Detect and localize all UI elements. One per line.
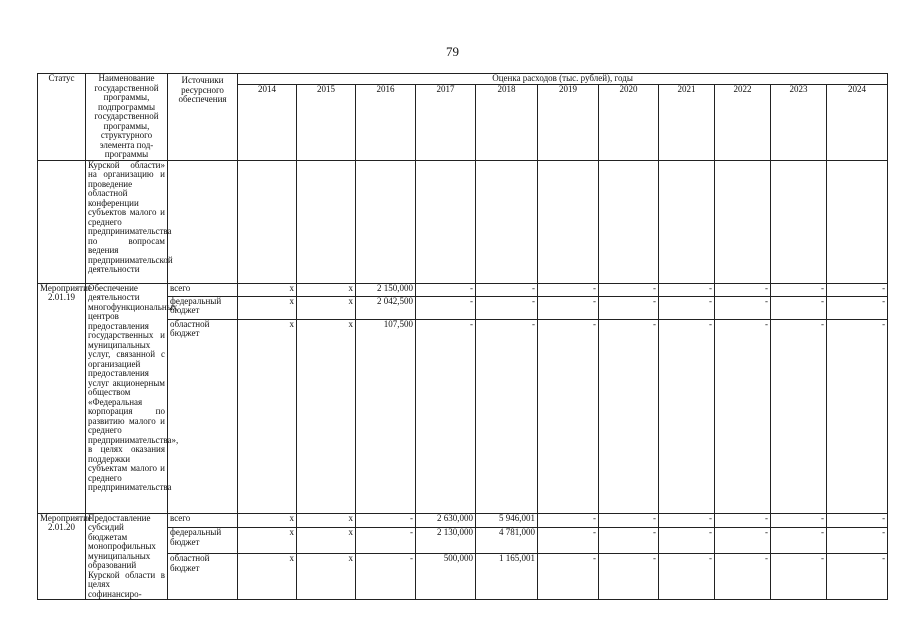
value-cell: - [827,513,888,528]
row-name: Обеспечение деятельности многофункциональных центров предоставления государственных и муниципальных услуг, связанной с организацией предоставления услуг акционерным обществом «Федеральная корпорация по развитию малого и среднего предпринимательства», в целях оказания поддержки субъектам малого и среднего предпринимательства [86,283,168,513]
value-cell: - [827,554,888,600]
empty-cell [238,160,297,283]
value-cell: - [771,283,827,296]
empty-cell [297,160,356,283]
value-cell: - [659,513,715,528]
value-cell: - [715,528,771,554]
header-year: 2018 [476,85,538,160]
value-cell: - [659,319,715,513]
value-cell: - [538,319,599,513]
header-year: 2024 [827,85,888,160]
value-cell: - [715,283,771,296]
page-number: 79 [446,44,459,59]
value-cell: - [659,296,715,319]
value-cell: x [297,513,356,528]
header-status: Статус [38,74,86,161]
value-cell: - [476,283,538,296]
value-cell: x [238,513,297,528]
continuation-row [38,160,888,283]
source-label: областной бюджет [168,554,238,600]
empty-cell [38,160,86,283]
value-cell: 4 781,000 [476,528,538,554]
empty-cell [599,160,659,283]
value-cell: 5 946,001 [476,513,538,528]
value-cell: - [538,296,599,319]
value-cell: - [715,554,771,600]
source-label: федеральный бюджет [168,528,238,554]
value-cell: 2 150,000 [356,283,416,296]
value-cell: x [297,554,356,600]
value-cell: - [715,319,771,513]
value-cell: - [476,319,538,513]
value-cell: x [238,319,297,513]
empty-cell [771,160,827,283]
value-cell: 2 130,000 [416,528,476,554]
value-cell: - [599,554,659,600]
empty-cell [538,160,599,283]
value-cell: 1 165,001 [476,554,538,600]
table-row [38,283,888,296]
table-row [38,513,888,528]
header-estimate: Оценка расходов (тыс. рублей), годы [238,74,888,85]
value-cell: x [297,528,356,554]
value-cell: - [827,283,888,296]
value-cell: x [297,283,356,296]
value-cell: - [416,319,476,513]
value-cell: - [771,554,827,600]
value-cell: - [827,296,888,319]
value-cell: - [715,513,771,528]
empty-cell [659,160,715,283]
value-cell: - [356,513,416,528]
value-cell: - [476,296,538,319]
value-cell: - [659,554,715,600]
value-cell: x [238,554,297,600]
value-cell: - [416,296,476,319]
value-cell: - [659,283,715,296]
header-year: 2020 [599,85,659,160]
value-cell: x [297,319,356,513]
value-cell: - [538,554,599,600]
header-sources: Источники ресурсного обеспечения [168,74,238,161]
header-year: 2015 [297,85,356,160]
header-year: 2017 [416,85,476,160]
value-cell: - [416,283,476,296]
value-cell: x [238,283,297,296]
value-cell: - [771,319,827,513]
value-cell: - [538,528,599,554]
value-cell: - [827,528,888,554]
empty-cell [715,160,771,283]
row-name: Предоставление субсидий бюджетам монопрофильных муниципальных образований Курской области в целях софинансиро- [86,513,168,600]
value-cell: - [599,513,659,528]
value-cell: 2 630,000 [416,513,476,528]
header-year: 2014 [238,85,297,160]
source-label: всего [168,513,238,528]
header-year: 2023 [771,85,827,160]
header-year: 2022 [715,85,771,160]
row-status: Мероприятие 2.01.20 [38,513,86,600]
source-label: всего [168,283,238,296]
header-name: Наименование государственной программы, подпрограммы государственной программы, структурного элемента под-программы [86,74,168,161]
value-cell: - [827,319,888,513]
continuation-name: Курской области» на организацию и проведение областной конференции субъектов малого и среднего предпринимательства по вопросам ведения предпринимательской деятельности [86,160,168,283]
value-cell: - [599,319,659,513]
value-cell: 107,500 [356,319,416,513]
value-cell: 500,000 [416,554,476,600]
value-cell: - [771,513,827,528]
value-cell: - [356,528,416,554]
value-cell: - [771,296,827,319]
value-cell: x [297,296,356,319]
value-cell: x [238,296,297,319]
empty-cell [416,160,476,283]
value-cell: - [356,554,416,600]
source-label: федеральный бюджет [168,296,238,319]
budget-table [37,73,888,600]
value-cell: - [771,528,827,554]
value-cell: - [659,528,715,554]
value-cell: - [599,528,659,554]
value-cell: 2 042,500 [356,296,416,319]
row-status: Мероприятие 2.01.19 [38,283,86,513]
header-year: 2019 [538,85,599,160]
header-year: 2021 [659,85,715,160]
value-cell: - [715,296,771,319]
empty-cell [827,160,888,283]
empty-cell [476,160,538,283]
value-cell: - [538,513,599,528]
source-label: областной бюджет [168,319,238,513]
empty-cell [168,160,238,283]
empty-cell [356,160,416,283]
value-cell: - [599,283,659,296]
header-year: 2016 [356,85,416,160]
value-cell: x [238,528,297,554]
value-cell: - [599,296,659,319]
value-cell: - [538,283,599,296]
